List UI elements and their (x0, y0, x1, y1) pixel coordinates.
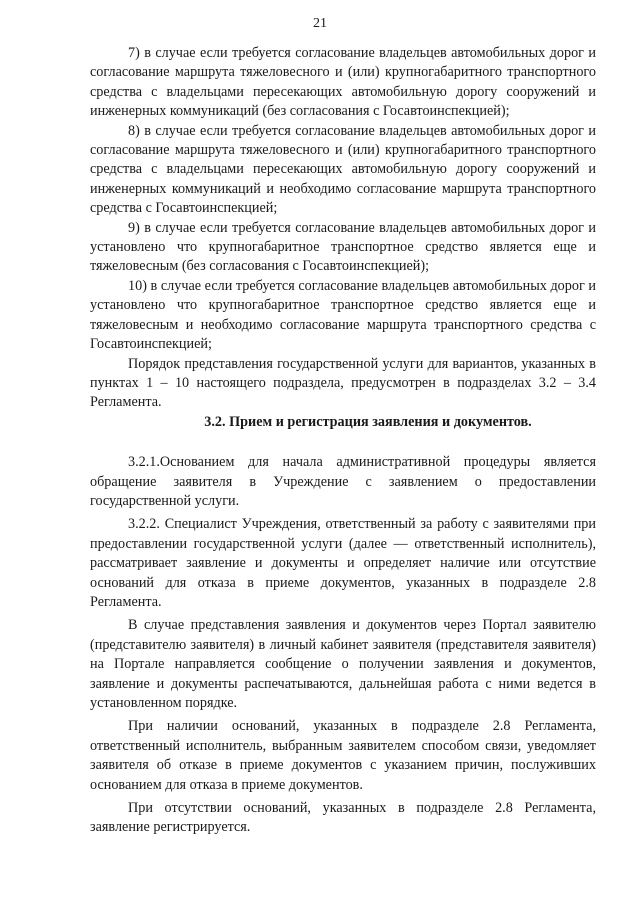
page-number: 21 (313, 16, 327, 31)
section-heading: 3.2. Прием и регистрация заявления и документов. (204, 413, 532, 430)
paragraph-portal-submission: В случае представления заявления и документов через Портал заявителю (представителю заявителя) в личный кабинет заявителя (представителя заявителя) на Портале направляется сообщение о получении заявления и документов, заявление и документы распечатываются, дальнейшая работа с ними ведется в установленном порядке. (90, 617, 596, 711)
paragraph-refusal-notice: При наличии оснований, указанных в подразделе 2.8 Регламента, ответственный исполнитель, выбранным заявителем способом связи, уведомляет заявителя об отказе в приеме документов с указанием причин, послуживших основанием для отказа в приеме документов. (90, 718, 596, 793)
paragraph-item-9: 9) в случае если требуется согласование владельцев автомобильных дорог и установлено что крупногабаритное транспортное средство является еще и тяжеловесным (без согласования с Госавтоинспекцией); (90, 219, 596, 275)
paragraph-registration: При отсутствии оснований, указанных в подразделе 2.8 Регламента, заявление регистрируется. (90, 800, 596, 836)
paragraph-procedure-order: Порядок представления государственной услуги для вариантов, указанных в пунктах 1 – 10 настоящего подраздела, предусмотрен в подразделах 3.2 – 3.4 Регламента. (90, 355, 596, 411)
paragraph-item-8: 8) в случае если требуется согласование владельцев автомобильных дорог и согласование маршрута тяжеловесного и (или) крупногабаритного транспортного средства с владельцами пересекающих автомобильную дорогу сооружений и инженерных коммуникаций и необходимо согласование маршрута транспортного средства с Госавтоинспекцией; (90, 122, 596, 217)
paragraph-3-2-1: 3.2.1.Основанием для начала административной процедуры является обращение заявителя в Учреждение с заявлением о предоставлении государственной услуги. (90, 454, 596, 509)
document-body (90, 44, 596, 838)
paragraph-item-10: 10) в случае если требуется согласование владельцев автомобильных дорог и установлено что крупногабаритное транспортное средство является еще и тяжеловесным и необходимо согласование маршрута транспортного средства с Госавтоинспекцией; (90, 277, 596, 353)
paragraph-item-7: 7) в случае если требуется согласование владельцев автомобильных дорог и согласование маршрута тяжеловесного и (или) крупногабаритного транспортного средства с владельцами пересекающих автомобильную дорогу сооружений и инженерных коммуникаций (без согласования с Госавтоинспекцией); (90, 45, 596, 120)
heading-spacer (90, 432, 596, 453)
paragraph-3-2-2: 3.2.2. Специалист Учреждения, ответственный за работу с заявителями при предоставлении государственной услуги (далее — ответственный исполнитель), рассматривает заявление и документы и определяет наличие или отсутствие оснований для отказа в приеме документов, указанных в подразделе 2.8 Регламента. (90, 516, 596, 610)
